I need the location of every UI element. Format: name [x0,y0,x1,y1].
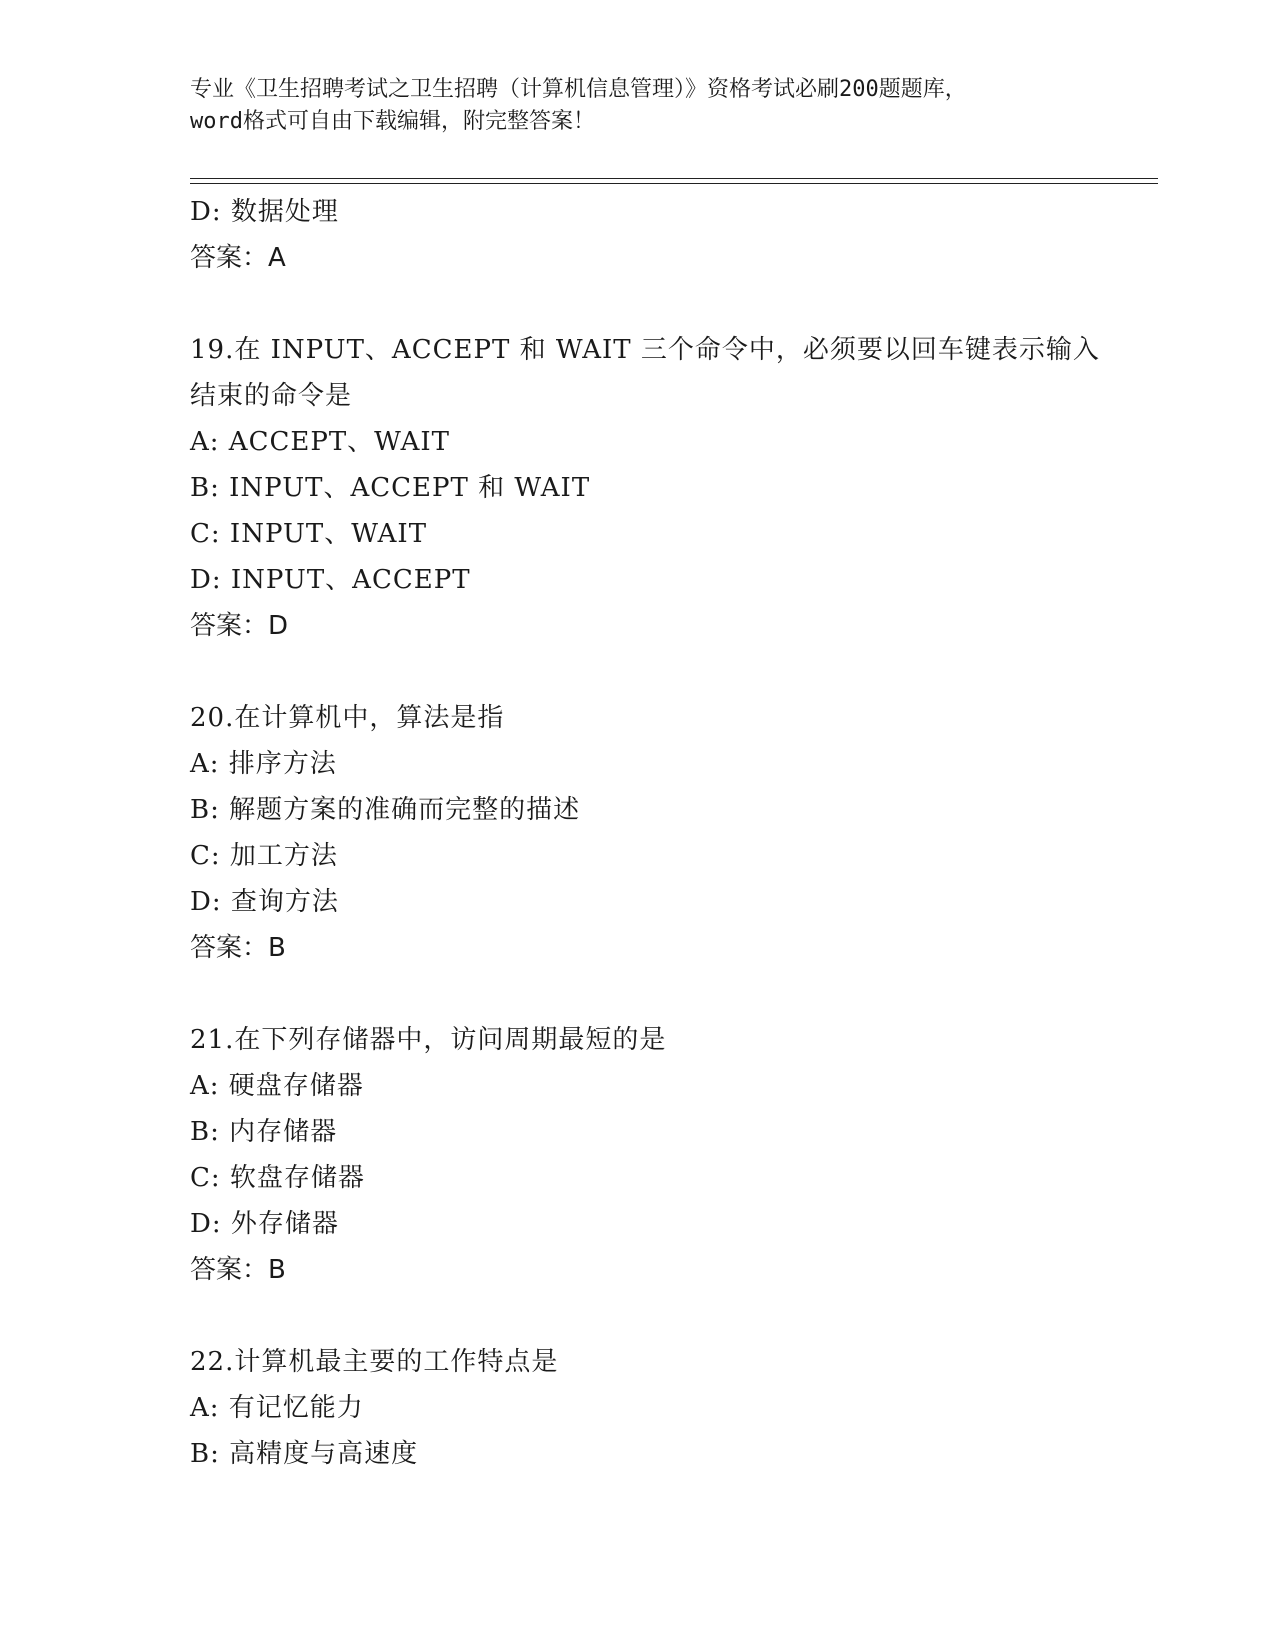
question-stem-continued: 结束的命令是 [190,381,353,411]
header-divider-bottom [190,183,1158,184]
header-title-line-2: word格式可自由下载编辑，附完整答案！ [190,109,595,134]
option-b: B: 高精度与高速度 [190,1439,419,1469]
option-c: C: 加工方法 [190,841,338,871]
option-d: D: 外存储器 [190,1209,339,1239]
question-19 [190,327,1130,649]
option-d: D: 数据处理 [190,197,339,227]
option-a: A: 有记忆能力 [190,1393,364,1423]
question-stem: 20.在计算机中，算法是指 [190,703,505,733]
question-20 [190,695,1130,971]
answer-line: 答案：B [190,933,286,963]
document-header [190,74,1090,138]
option-a: A: 排序方法 [190,749,337,779]
question-stem: 22.计算机最主要的工作特点是 [190,1347,559,1377]
header-title-line-1: 专业《卫生招聘考试之卫生招聘（计算机信息管理）》资格考试必刷200题题库， [190,77,967,102]
question-stem: 19.在 INPUT、ACCEPT 和 WAIT 三个命令中，必须要以回车键表示输入 [190,335,1100,365]
spacer [190,281,1130,327]
option-c: C: INPUT、WAIT [190,519,428,549]
answer-line: 答案：A [190,243,286,273]
answer-line: 答案：B [190,1255,286,1285]
option-c: C: 软盘存储器 [190,1163,365,1193]
answer-line: 答案：D [190,611,289,641]
option-b: B: INPUT、ACCEPT 和 WAIT [190,473,591,503]
option-b: B: 内存储器 [190,1117,338,1147]
option-d: D: 查询方法 [190,887,339,917]
spacer [190,971,1130,1017]
question-22 [190,1339,1130,1477]
option-a: A: ACCEPT、WAIT [190,427,450,457]
question-stem: 21.在下列存储器中，访问周期最短的是 [190,1025,667,1055]
option-d: D: INPUT、ACCEPT [190,565,471,595]
previous-question-tail [190,189,1130,281]
spacer [190,1293,1130,1339]
header-divider-top [190,178,1158,179]
question-21 [190,1017,1130,1293]
spacer [190,649,1130,695]
option-a: A: 硬盘存储器 [190,1071,364,1101]
option-b: B: 解题方案的准确而完整的描述 [190,795,581,825]
question-content [190,189,1130,1477]
